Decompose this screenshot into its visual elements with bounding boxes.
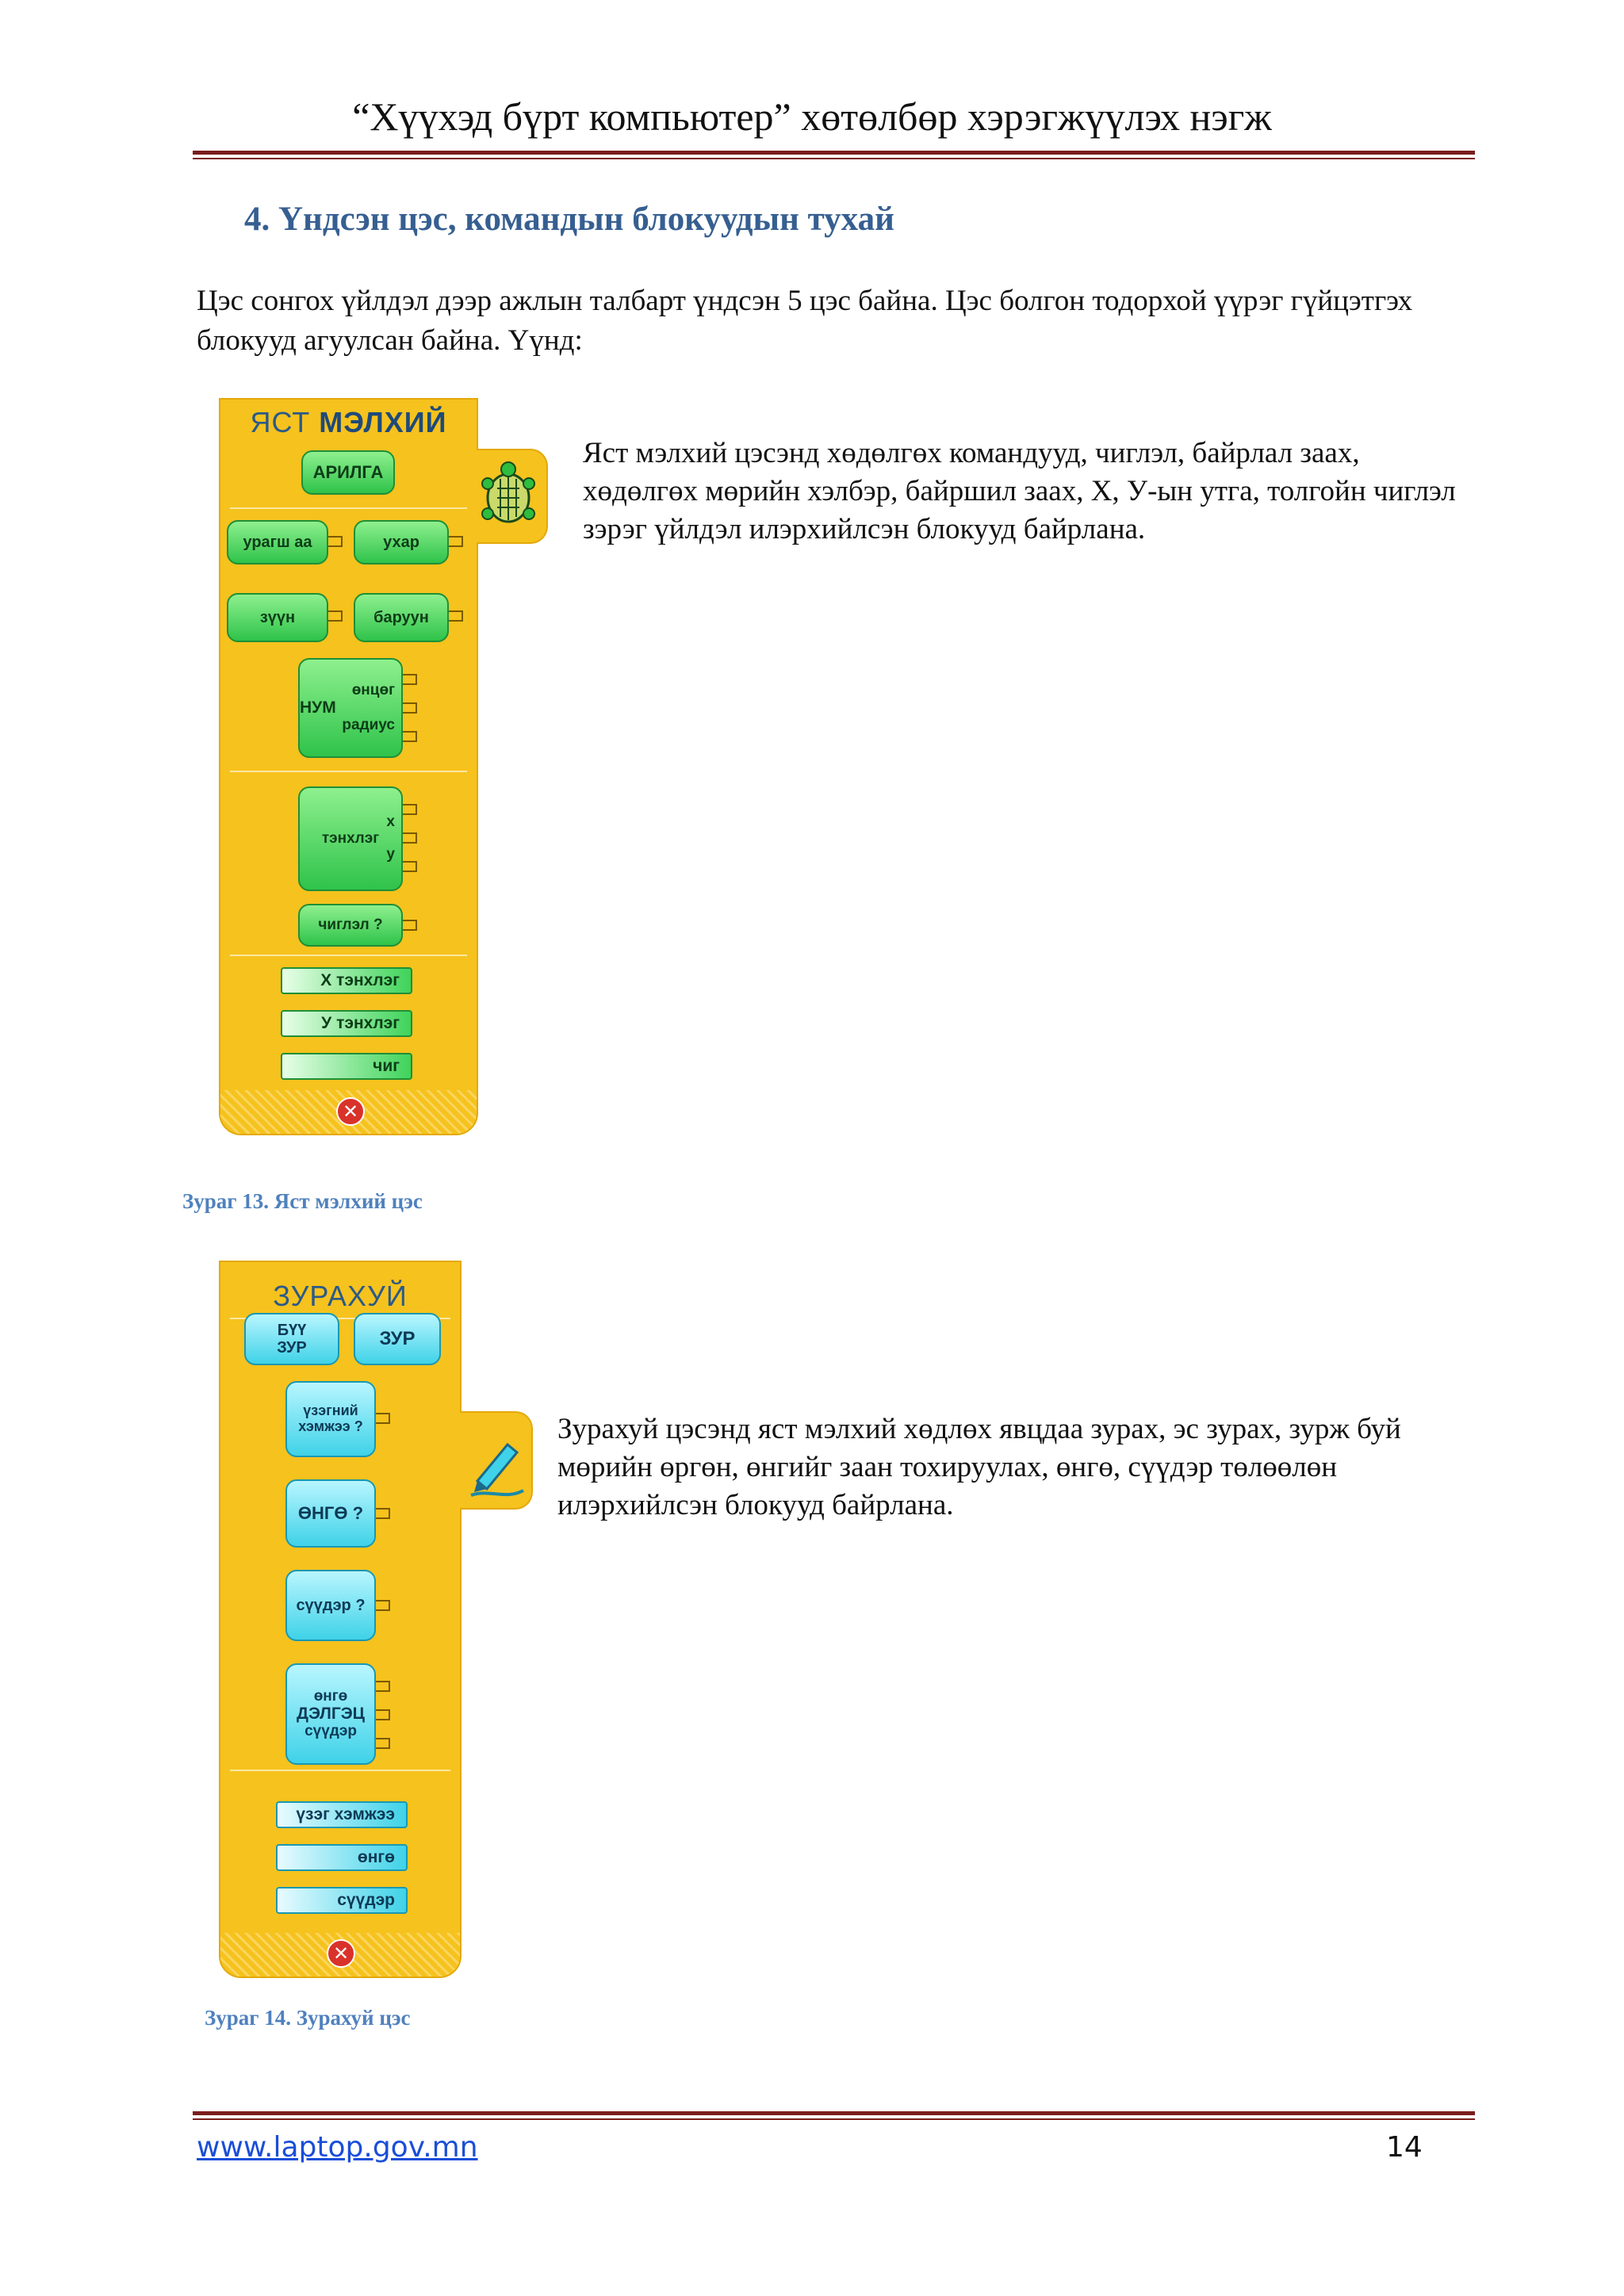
palette-title: ЯСТ МЭЛХИЙ [250,406,447,438]
close-icon[interactable]: ✕ [336,1097,365,1126]
shade-block[interactable]: сүүдэр ? [285,1570,376,1641]
drawing-palette-figure [219,1261,552,1978]
turtle-tab[interactable] [477,449,548,544]
turtle-icon [477,450,548,545]
pen-size-reporter-block[interactable]: үзэг хэмжээ [276,1801,408,1828]
bg-shade-label: сүүдэр [304,1722,357,1739]
palette-title: ЗУРАХУЙ [273,1280,408,1312]
heading-block[interactable]: чиглэл ? [298,904,403,947]
arc-radius-label: радиус [342,716,395,733]
running-header: “Хүүхэд бүрт компьютер” хөтөлбөр хэрэгжүүлэх нэгж [352,94,1272,139]
turtle-description: Яст мэлхий цэсэнд хөдөлгөх командууд, чиглэл, байрлал заах, хөдөлгөх мөрийн хэлбэр, байршил заах, Х, У-ын утга, толгойн чиглэл зэрэг үйлдэл илэрхийлсэн блокууд байрлана. [583,437,1456,545]
shade-reporter-block[interactable]: сүүдэр [276,1887,408,1914]
arc-name-label: НУМ [300,698,336,718]
pos-y-label: у [386,846,395,863]
figure-13-caption: Зураг 13. Яст мэлхий цэс [182,1189,423,1213]
turtle-palette-figure [219,398,552,1135]
pen-down-block[interactable]: ЗУР [354,1313,441,1365]
footer-rule-thin [193,2118,1475,2120]
close-icon[interactable]: ✕ [327,1939,355,1968]
bg-screen-label: ДЭЛГЭЦ [296,1705,366,1724]
drawing-palette [219,1261,462,1978]
intro-paragraph: Цэс сонгох үйлдэл дээр ажлын талбарт үндсэн 5 цэс байна. Цэс болгон тодорхой үүрэг гүйцэтгэх блокууд агуулсан байна. Үүнд: [197,285,1413,357]
section-title: 4. Үндсэн цэс, командын блокуудын тухай [244,201,894,238]
right-block[interactable]: баруун [354,593,449,642]
pen-up-block[interactable]: БҮҮ ЗУР [244,1313,339,1365]
pen-icon [460,1413,533,1511]
set-background-block[interactable] [285,1663,376,1765]
color-reporter-block[interactable]: өнгө [276,1844,408,1871]
y-reporter-block[interactable]: У тэнхлэг [281,1010,412,1037]
setpos-block[interactable] [298,786,403,891]
page-number: 14 [1386,2131,1423,2164]
back-block[interactable]: ухар [354,520,449,564]
turtle-palette [219,398,478,1135]
pos-name-label: тэнхлэг [321,829,380,847]
x-reporter-block[interactable]: Х тэнхлэг [281,967,412,994]
pen-size-block[interactable]: үзэгний хэмжээ ? [285,1381,376,1457]
forward-block[interactable]: урагш аа [227,520,328,564]
bg-color-label: өнгө [313,1687,348,1705]
figure-14-caption: Зураг 14. Зурахуй цэс [205,2006,411,2030]
footer-rule [193,2111,1475,2115]
heading-reporter-block[interactable]: чиг [281,1053,412,1080]
pos-x-label: x [386,813,395,830]
header-rule [193,151,1475,155]
drawing-description: Зурахуй цэсэнд яст мэлхий хөдлөх явцдаа зурах, эс зурах, зурж буй мөрийн өргөн, өнгийг заан тохируулах, өнгө, сүүдэр төлөөлөн илэрхийлсэн блокууд байрлана. [557,1413,1401,1521]
clear-block[interactable]: АРИЛГА [301,450,395,495]
footer-link[interactable]: www.laptop.gov.mn [197,2131,478,2164]
drawing-tab[interactable] [460,1411,533,1510]
color-block[interactable]: ӨНГӨ ? [285,1479,376,1548]
arc-block[interactable] [298,658,403,758]
left-block[interactable]: зүүн [227,593,328,642]
header-rule-thin [193,158,1475,159]
arc-angle-label: өнцөг [351,681,395,698]
